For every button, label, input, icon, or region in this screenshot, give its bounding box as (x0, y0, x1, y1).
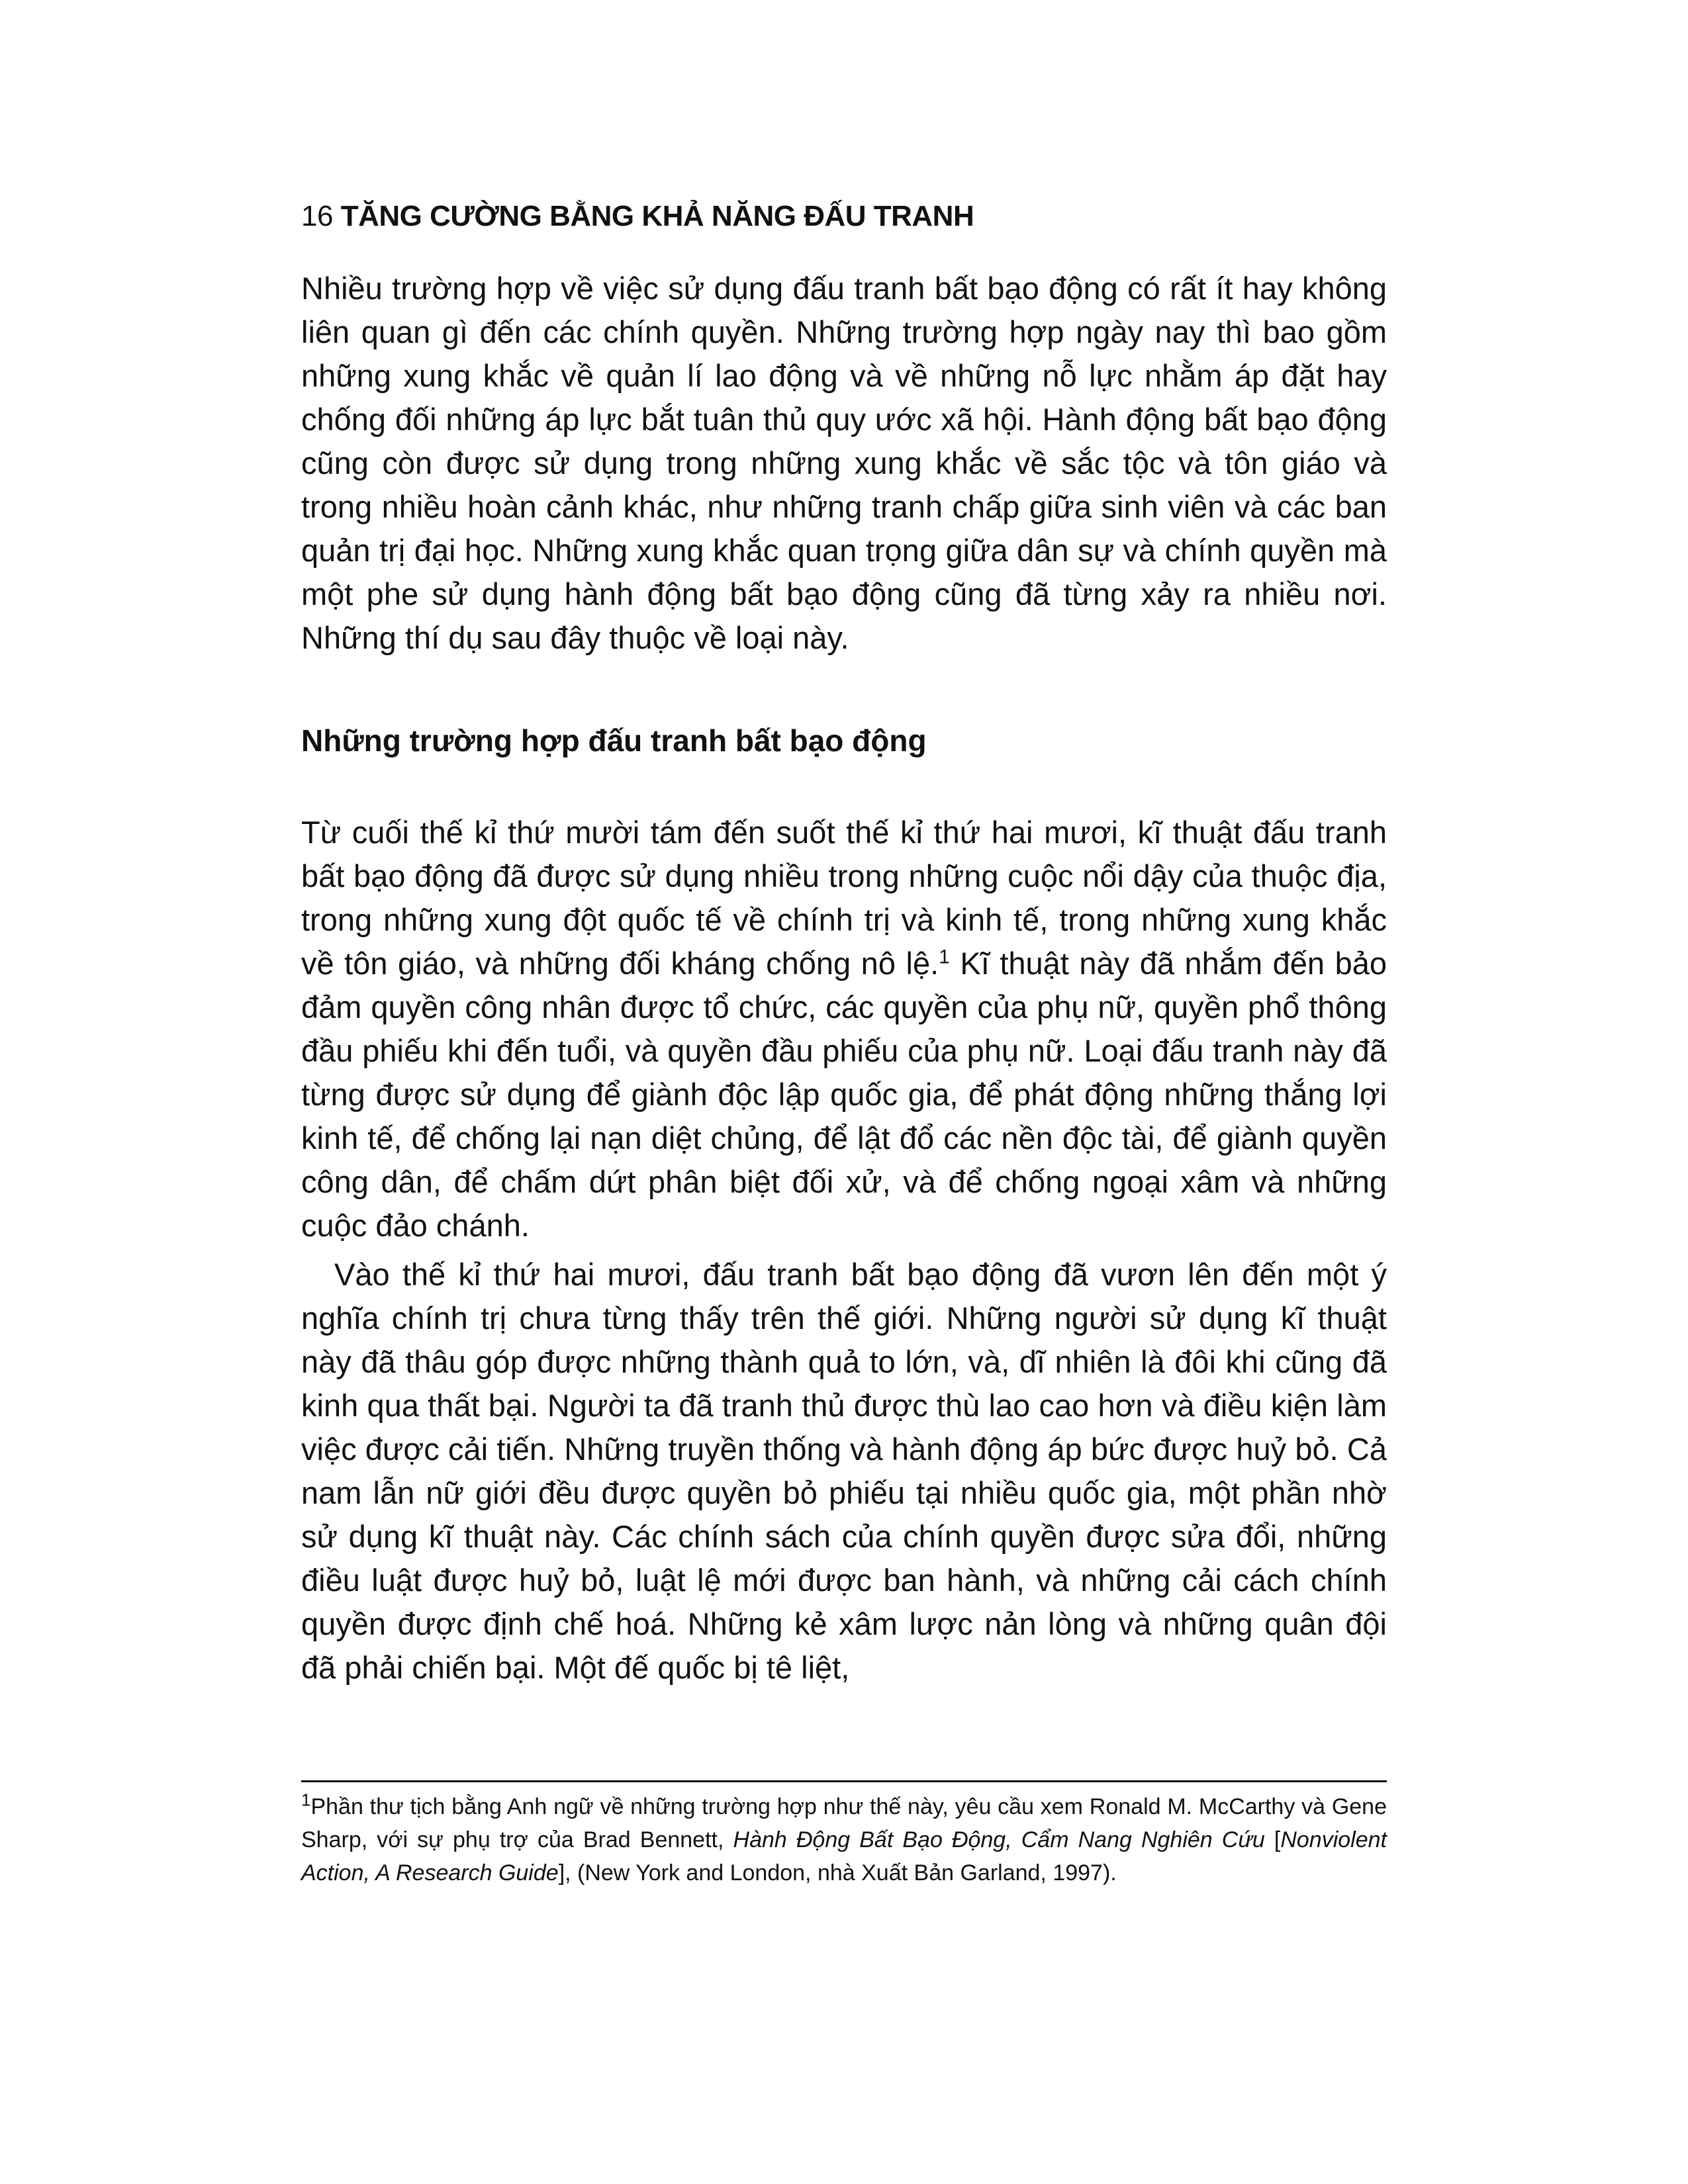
section-paragraph-1 (301, 811, 1387, 1248)
intro-paragraph: Nhiều trường hợp về việc sử dụng đấu tranh bất bạo động có rất ít hay không liên quan gì đến các chính quyền. Những trường hợp ngày nay thì bao gồm những xung khắc về quản lí lao động và về những nỗ lực nhằm áp đặt hay chống đối những áp lực bắt tuân thủ quy ước xã hội. Hành động bất bạo động cũng còn được sử dụng trong những xung khắc về sắc tộc và tôn giáo và trong nhiều hoàn cảnh khác, như những tranh chấp giữa sinh viên và các ban quản trị đại học. Những xung khắc quan trọng giữa dân sự và chính quyền mà một phe sử dụng hành động bất bạo động cũng đã từng xảy ra nhiều nơi. Những thí dụ sau đây thuộc về loại này. (301, 271, 1387, 655)
footnote-text-b: ], (New York and London, nhà Xuất Bản Garland, 1997). (558, 1860, 1117, 1886)
footnote-title-en: Nonviolent Action, A Research Guide (301, 1827, 1387, 1886)
footnote-reference[interactable]: 1 (939, 946, 950, 968)
section-paragraph-2: Vào thế kỉ thứ hai mươi, đấu tranh bất bạo động đã vươn lên đến một ý nghĩa chính trị chưa từng thấy trên thế giới. Những người sử dụng kĩ thuật này đã thâu góp được những thành quả to lớn, và, dĩ nhiên là đôi khi cũng đã kinh qua thất bại. Người ta đã tranh thủ được thù lao cao hơn và điều kiện làm việc được cải tiến. Những truyền thống và hành động áp bức được huỷ bỏ. Cả nam lẫn nữ giới đều được quyền bỏ phiếu tại nhiều quốc gia, một phần nhờ sử dụng kĩ thuật này. Các chính sách của chính quyền được sửa đổi, những điều luật được huỷ bỏ, luật lệ mới được ban hành, và những cải cách chính quyền được định chế hoá. Những kẻ xâm lược nản lòng và những quân đội đã phải chiến bại. Một đế quốc bị tê liệt, (301, 1257, 1387, 1685)
footnote-divider (301, 1780, 1387, 1782)
footnote (301, 1790, 1387, 1889)
footnote-area (301, 1780, 1387, 1889)
page-number: 16 (301, 200, 333, 232)
paragraph-1-text-b: Kĩ thuật này đã nhắm đến bảo đảm quyền công nhân được tổ chức, các quyền của phụ nữ, quyền phổ thông đầu phiếu khi đến tuổi, và quyền đầu phiếu của phụ nữ. Loại đấu tranh này đã từng được sử dụng để giành độc lập quốc gia, để phát động những thắng lợi kinh tế, để chống lại nạn diệt chủng, để lật đổ các nền độc tài, để giành quyền công dân, để chấm dứt phân biệt đối xử, và để chống ngoại xâm và những cuộc đảo chánh. (301, 946, 1387, 1243)
footnote-title-vi: Hành Động Bất Bạo Động, Cẩm Nang Nghiên Cứu (733, 1827, 1265, 1852)
chapter-title: TĂNG CƯỜNG BẰNG KHẢ NĂNG ĐẤU TRANH (340, 200, 974, 232)
footnote-text-a: Phần thư tịch bằng Anh ngữ về những trường hợp như thế này, yêu cầu xem Ronald M. McCarthy và Gene Sharp, với sự phụ trợ của Brad Bennett, (301, 1794, 1387, 1852)
section-heading: Những trường hợp đấu tranh bất bạo động (301, 723, 927, 758)
running-header (301, 197, 1387, 236)
paragraph-1-text-a: Từ cuối thế kỉ thứ mười tám đến suốt thế kỉ thứ hai mươi, kĩ thuật đấu tranh bất bạo động đã được sử dụng nhiều trong những cuộc nổi dậy của thuộc địa, trong những xung đột quốc tế về chính trị và kinh tế, trong những xung khắc về tôn giáo, và những đối kháng chống nô lệ. (301, 815, 1387, 981)
page-content (301, 165, 1387, 1690)
footnote-bracket-open: [ (1264, 1827, 1281, 1852)
footnote-marker: 1 (301, 1790, 311, 1810)
